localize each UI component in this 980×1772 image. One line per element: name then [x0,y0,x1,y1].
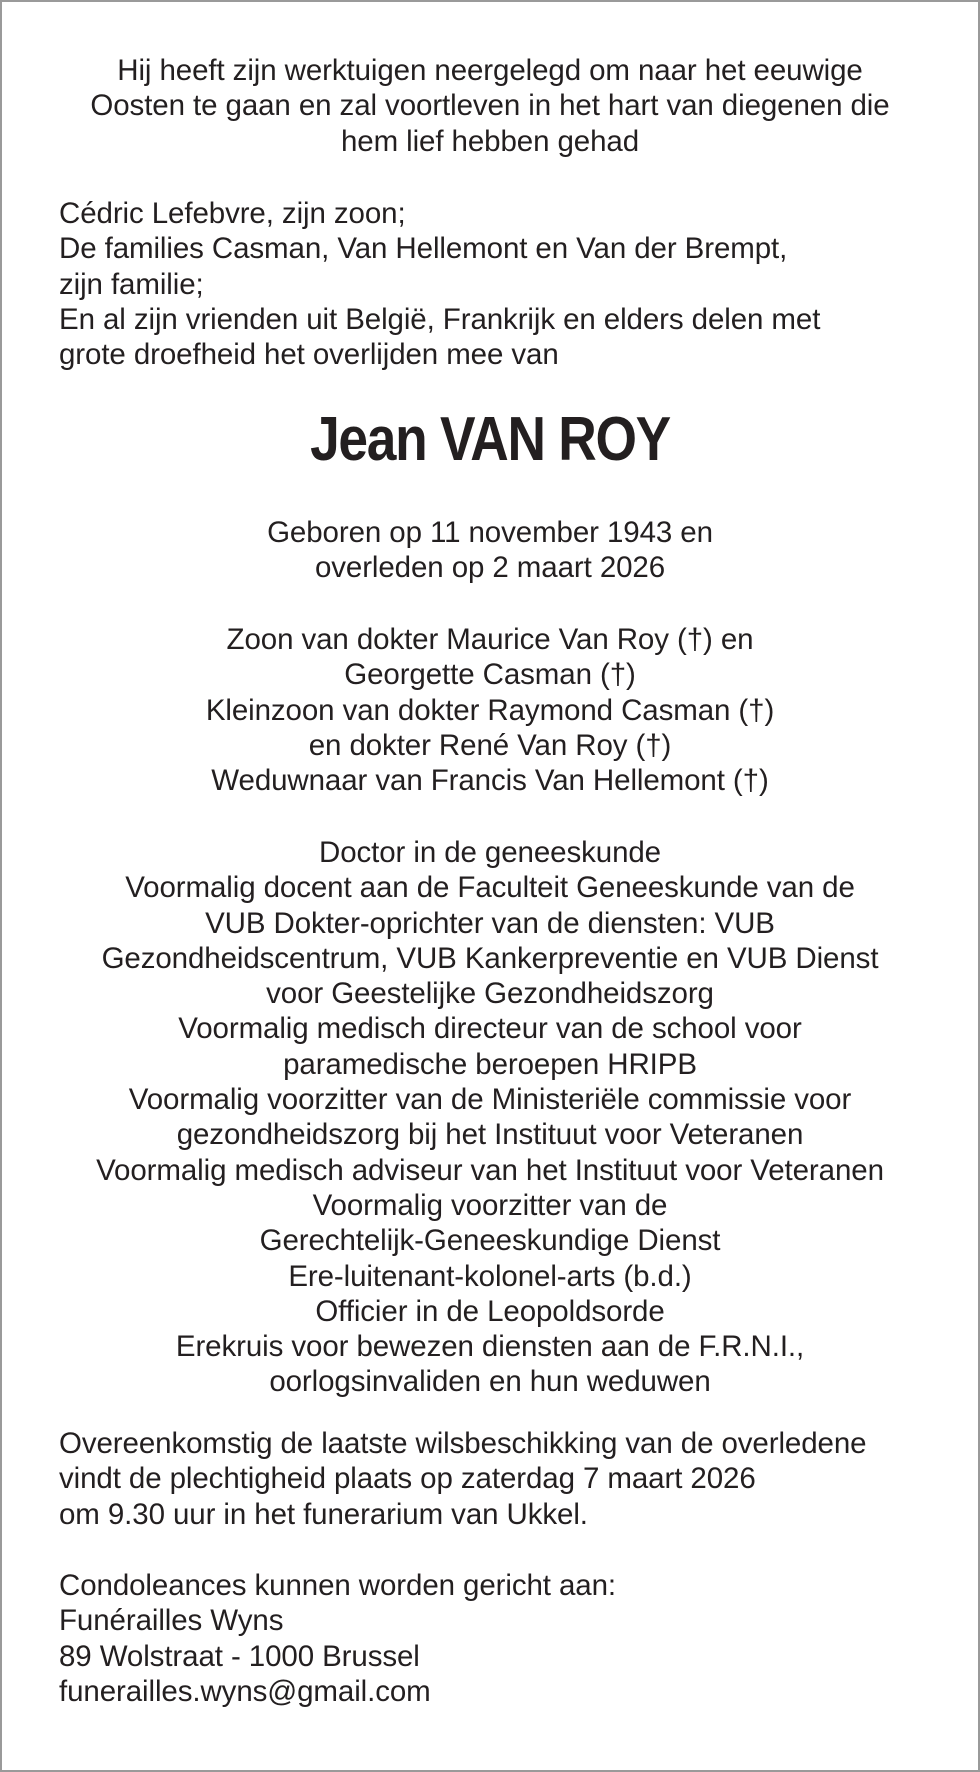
career-line: Voormalig docent aan de Faculteit Geneeskunde van de [125,871,855,905]
career-line: Gezondheidscentrum, VUB Kankerpreventie en VUB Dienst [101,941,879,975]
career-line: Ere-luitenant-kolonel-arts (b.d.) [288,1259,692,1293]
mourners-text [59,196,959,372]
mourners-line: En al zijn vrienden uit België, Frankrijk en elders delen met [59,302,821,336]
dates-line: Geboren op 11 november 1943 en [267,516,713,549]
career-line: Voormalig medisch directeur van de school voor [178,1012,802,1046]
career-line: oorlogsinvaliden en hun weduwen [269,1365,711,1399]
career-line: VUB Dokter-oprichter van de diensten: VUB [205,906,775,940]
career-line: Voormalig medisch adviseur van het Instituut voor Veteranen [96,1153,884,1187]
opening-line: Oosten te gaan en zal voortleven in het hart van diegenen die [90,89,890,123]
dates-line: overleden op 2 maart 2026 [314,551,666,585]
mourners-line: Cédric Lefebvre, zijn zoon; [59,197,406,230]
relations-line: Weduwnaar van Francis Van Hellemont (†) [211,764,769,798]
opening-text [2,53,978,159]
career-line: Voormalig voorzitter van de Ministeriële commissie voor [128,1083,852,1117]
career-line: gezondheidszorg bij het Instituut voor Veteranen [176,1118,804,1152]
funeral-home-name: Funérailles Wyns [59,1604,284,1638]
career-line: Voormalig voorzitter van de [312,1188,668,1222]
funeral-home-email: funerailles.wyns@gmail.com [59,1674,431,1708]
funeral-home-address: 89 Wolstraat - 1000 Brussel [59,1639,420,1673]
career-line: voor Geestelijke Gezondheidszorg [266,977,714,1011]
relations-text [2,622,978,798]
career-line: Gerechtelijk-Geneeskundige Dienst [259,1224,721,1258]
ceremony-line: Overeenkomstig de laatste wilsbeschikking van de overledene [59,1427,867,1460]
deceased-name: Jean VAN ROY [310,405,670,474]
career-line: Erekruis voor bewezen diensten aan de F.R.N.I., [175,1330,805,1364]
mourners-line: grote droefheid het overlijden mee van [59,338,559,372]
relations-line: en dokter René Van Roy (†) [308,728,672,762]
relations-line: Kleinzoon van dokter Raymond Casman (†) [205,693,775,727]
opening-line: Hij heeft zijn werktuigen neergelegd om naar het eeuwige [117,54,863,87]
condolences-heading: Condoleances kunnen worden gericht aan: [59,1569,616,1602]
career-text [2,835,978,1400]
ceremony-line: om 9.30 uur in het funerarium van Ukkel. [59,1497,588,1531]
condolences-text [59,1568,959,1709]
ceremony-line: vindt de plechtigheid plaats op zaterdag 7 maart 2026 [59,1462,756,1496]
mourners-line: De families Casman, Van Hellemont en Van der Brempt, [59,232,788,266]
mourners-line: zijn familie; [59,267,204,301]
career-line: paramedische beroepen HRIPB [283,1047,697,1081]
career-line: Officier in de Leopoldsorde [315,1294,665,1328]
career-line: Doctor in de geneeskunde [318,836,661,869]
dates-text [2,515,978,586]
relations-line: Zoon van dokter Maurice Van Roy (†) en [226,623,754,656]
ceremony-text [59,1426,959,1532]
relations-line: Georgette Casman (†) [344,658,636,692]
opening-line: hem lief hebben gehad [340,124,640,158]
